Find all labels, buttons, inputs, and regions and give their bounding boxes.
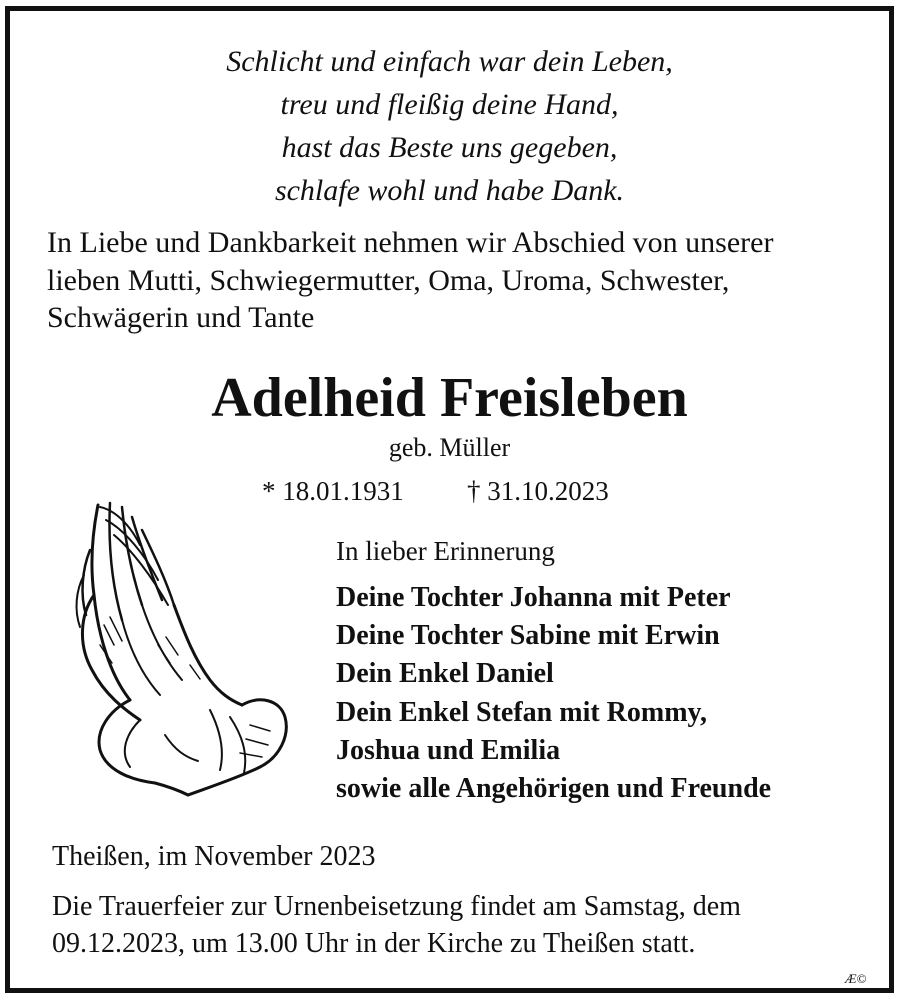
mourner-line: Dein Enkel Daniel bbox=[336, 658, 554, 690]
life-dates bbox=[262, 474, 682, 508]
mourners-list bbox=[336, 579, 771, 808]
funeral-line: 09.12.2023, um 13.00 Uhr in der Kirche zu Theißen statt. bbox=[52, 928, 696, 959]
funeral-info bbox=[52, 888, 741, 962]
mourner-line: Joshua und Emilia bbox=[336, 734, 561, 766]
death-date: † 31.10.2023 bbox=[467, 476, 609, 506]
intro-line: In Liebe und Dankbarkeit nehmen wir Abschied von unserer bbox=[47, 226, 774, 259]
intro-line: Schwägerin und Tante bbox=[47, 301, 315, 334]
poem-line: schlafe wohl und habe Dank. bbox=[274, 174, 625, 207]
birth-date: * 18.01.1931 bbox=[262, 476, 404, 506]
mourner-line: Dein Enkel Stefan mit Rommy, bbox=[336, 696, 707, 728]
poem-line: Schlicht und einfach war dein Leben, bbox=[226, 45, 673, 78]
copyright-mark: Æ© bbox=[845, 971, 867, 986]
poem-line: hast das Beste uns gegeben, bbox=[281, 131, 618, 164]
intro-text bbox=[47, 224, 837, 337]
funeral-line: Die Trauerfeier zur Urnenbeisetzung findet am Samstag, dem bbox=[52, 891, 741, 922]
intro-line: lieben Mutti, Schwiegermutter, Oma, Uroma, Schwester, bbox=[47, 263, 730, 297]
poem bbox=[0, 40, 899, 212]
mourner-line: Deine Tochter Sabine mit Erwin bbox=[336, 620, 720, 652]
praying-hands-icon bbox=[70, 495, 295, 805]
birth-name: geb. Müller bbox=[388, 433, 511, 462]
deceased-name: Adelheid Freisleben bbox=[211, 367, 688, 429]
mourner-line: sowie alle Angehörigen und Freunde bbox=[336, 773, 772, 805]
mourner-line: Deine Tochter Johanna mit Peter bbox=[336, 582, 731, 613]
place-date: Theißen, im November 2023 bbox=[52, 841, 376, 872]
memory-heading: In lieber Erinnerung bbox=[336, 536, 555, 566]
poem-line: treu und fleißig deine Hand, bbox=[280, 88, 619, 121]
